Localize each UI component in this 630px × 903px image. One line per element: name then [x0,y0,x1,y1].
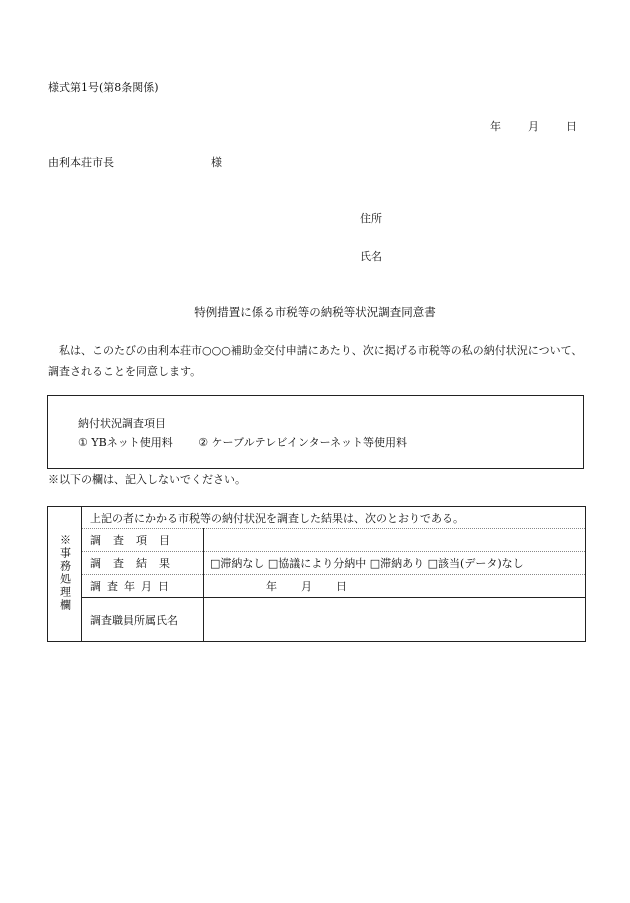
row-staff-label: 調査職員所属氏名 [82,598,204,642]
row-survey-result-options: □滞納なし □協議により分納中 □滞納あり □該当(データ)なし [204,552,586,575]
date-month: 月 [528,120,539,133]
consent-body-text: 私は、このたびの由利本荘市○○○補助金交付申請にあたり、次に掲げる市税等の私の納付状況について、調査されることを同意します。 [48,344,583,378]
instruction-note: ※以下の欄は、記入しないでください。 [48,473,246,486]
office-side-label-cell [48,507,82,642]
survey-items-title: 納付状況調査項目 [78,417,166,430]
survey-item-yb-net: ① YBネット使用料 [78,436,173,449]
honorific: 様 [211,156,222,169]
survey-items-box [47,395,584,469]
document-title: 特例措置に係る市税等の納税等状況調査同意書 [194,305,436,319]
address-label: 住所 [360,212,382,225]
office-use-table [47,506,586,642]
survey-date-day: 日 [336,580,347,593]
survey-item-cable-tv: ② ケーブルテレビインターネット等使用料 [198,436,408,449]
row-staff-value [204,598,586,642]
survey-items-list [78,434,429,450]
row-survey-result-label: 調査結果 [82,552,204,575]
office-header: 上記の者にかかる市税等の納付状況を調査した結果は、次のとおりである。 [82,507,586,529]
survey-date-month: 月 [301,580,312,593]
row-survey-item-value [204,529,586,552]
row-survey-date-value [204,575,586,598]
survey-date-year: 年 [266,580,277,593]
row-survey-item-label: 調査項目 [82,529,204,552]
name-label: 氏名 [360,250,382,263]
addressee: 由利本荘市長 [48,156,114,169]
office-side-label: ※事務処理欄 [58,533,72,612]
date-day: 日 [566,120,577,133]
date-year: 年 [490,120,501,133]
row-survey-date-label: 調査年月日 [82,575,204,598]
form-number: 様式第1号(第8条関係) [48,81,159,94]
date-line [490,121,577,132]
